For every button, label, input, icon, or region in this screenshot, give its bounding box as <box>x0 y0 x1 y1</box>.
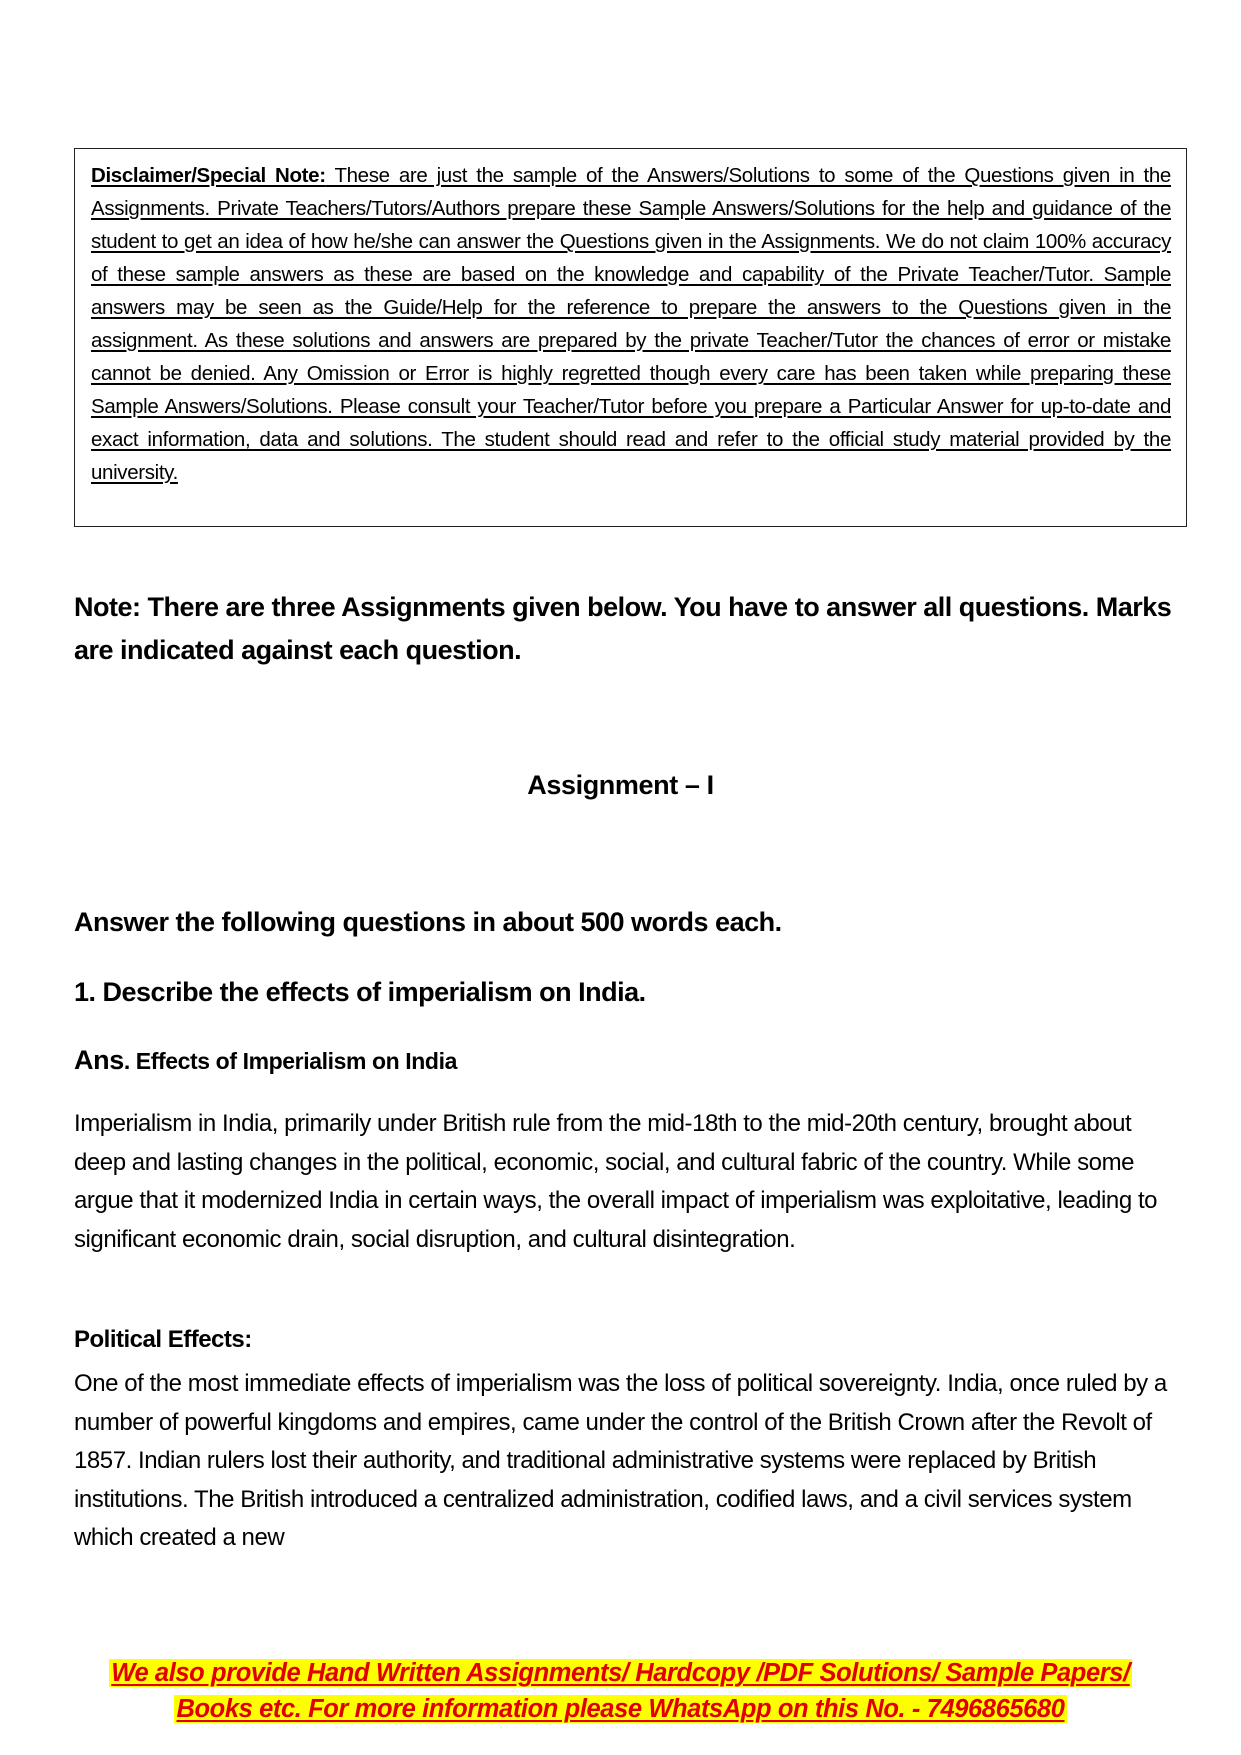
answer-title: Effects of Imperialism on India <box>135 1048 457 1074</box>
answer-intro-paragraph: Imperialism in India, primarily under British rule from the mid-18th to the mid-20th century, brought about deep and lasting changes in the political, economic, social, and cultural fabric of the country. While some argue that it modernized India in certain ways, the overall impact of imperialism was exploitative, leading to significant economic drain, social disruption, and cultural disintegration. <box>74 1110 1158 1253</box>
question-1: 1. Describe the effects of imperialism on India. <box>74 977 646 1007</box>
promo-footer <box>0 1655 1241 1727</box>
disclaimer-lead: Disclaimer/Special Note: <box>91 164 326 187</box>
promo-line-2: Books etc. For more information please WhatsApp on this No. - 7496865680 <box>176 1695 1065 1723</box>
answer-heading <box>74 1045 457 1076</box>
instruction-heading: Answer the following questions in about 500 words each. <box>74 907 782 937</box>
answer-separator: . <box>123 1048 136 1074</box>
disclaimer-box <box>74 148 1187 527</box>
assignment-note: Note: There are three Assignments given below. You have to answer all questions. Marks are indicated against each question. <box>74 592 1172 665</box>
disclaimer-text <box>91 159 1171 489</box>
promo-line-1: We also provide Hand Written Assignments/ Hardcopy /PDF Solutions/ Sample Papers/ <box>111 1659 1130 1687</box>
section-heading-political: Political Effects: <box>74 1326 252 1353</box>
assignment-title: Assignment – I <box>527 770 714 800</box>
answer-label: Ans <box>74 1045 124 1075</box>
section-paragraph-political: One of the most immediate effects of imperialism was the loss of political sovereignty. India, once ruled by a number of powerful kingdoms and empires, came under the control of the British Crown after the Revolt of 1857. Indian rulers lost their authority, and traditional administrative systems were replaced by British institutions. The British introduced a centralized administration, codified laws, and a civil services system which created a new <box>74 1370 1167 1551</box>
disclaimer-body: These are just the sample of the Answers/Solutions to some of the Questions given in the Assignments. Private Teachers/Tutors/Authors prepare these Sample Answers/Solutions for the help and guidance of the student to get an idea of how he/she can answer the Questions given in the Assignments. We do not claim 100% accuracy of these sample answers as these are based on the knowledge and capability of the Private Teacher/Tutor. Sample answers may be seen as the Guide/Help for the reference to prepare the answers to the Questions given in the assignment. As these solutions and answers are prepared by the private Teacher/Tutor the chances of error or mistake cannot be denied. Any Omission or Error is highly regretted though every care has been taken while preparing these Sample Answers/Solutions. Please consult your Teacher/Tutor before you prepare a Particular Answer for up-to-date and exact information, data and solutions. The student should read and refer to the official study material provided by the university. <box>91 164 1171 484</box>
